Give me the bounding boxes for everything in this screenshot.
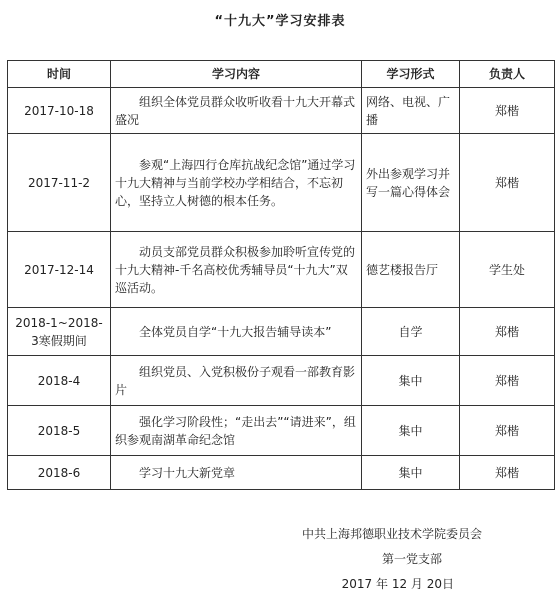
cell-form: 集中 — [362, 456, 460, 490]
cell-content: 组织党员、入党积极份子观看一部教育影片 — [111, 356, 362, 406]
table-row — [8, 134, 555, 232]
cell-person: 郑楷 — [460, 88, 555, 134]
cell-content: 动员支部党员群众积极参加聆听宣传党的十九大精神-千名高校优秀辅导员“十九大”双巡活动。 — [111, 232, 362, 308]
document-title: “十九大”学习安排表 — [214, 14, 346, 29]
cell-person: 郑楷 — [460, 406, 555, 456]
footer-organization: 中共上海邦德职业技术学院委员会 — [301, 527, 482, 541]
table-row — [8, 308, 555, 356]
study-schedule-table — [7, 60, 555, 490]
cell-content: 强化学习阶段性；“走出去”“请进来”，组织参观南湖革命纪念馆 — [111, 406, 362, 456]
cell-time: 2017-10-18 — [8, 88, 111, 134]
header-content: 学习内容 — [111, 61, 362, 88]
cell-form: 集中 — [362, 356, 460, 406]
cell-form: 自学 — [362, 308, 460, 356]
table-row — [8, 456, 555, 490]
signature-block — [262, 522, 482, 597]
cell-content: 学习十九大新党章 — [111, 456, 362, 490]
cell-time: 2018-4 — [8, 356, 111, 406]
table-row — [8, 232, 555, 308]
cell-form: 外出参观学习并 写一篇心得体会 — [362, 134, 460, 232]
cell-person: 郑楷 — [460, 356, 555, 406]
cell-content: 参观“上海四行仓库抗战纪念馆”通过学习十九大精神与当前学校办学相结合，不忘初心，坚持立人树德的根本任务。 — [111, 134, 362, 232]
header-time: 时间 — [8, 61, 111, 88]
table-row — [8, 88, 555, 134]
cell-time: 2017-11-2 — [8, 134, 111, 232]
footer-date: 2017 年 12 月 20日 — [341, 577, 454, 591]
cell-time: 2018-5 — [8, 406, 111, 456]
cell-person: 郑楷 — [460, 456, 555, 490]
cell-time: 2017-12-14 — [8, 232, 111, 308]
cell-form: 集中 — [362, 406, 460, 456]
header-person: 负责人 — [460, 61, 555, 88]
cell-content: 全体党员自学“十九大报告辅导读本” — [111, 308, 362, 356]
cell-person: 学生处 — [460, 232, 555, 308]
cell-form: 德艺楼报告厅 — [362, 232, 460, 308]
cell-form: 网络、电视、广播 — [362, 88, 460, 134]
footer-branch: 第一党支部 — [381, 552, 442, 566]
cell-content: 组织全体党员群众收听收看十九大开幕式盛况 — [111, 88, 362, 134]
table-header-row — [8, 61, 555, 88]
table-row — [8, 406, 555, 456]
table-row — [8, 356, 555, 406]
cell-person: 郑楷 — [460, 308, 555, 356]
cell-time: 2018-1~2018-3寒假期间 — [8, 308, 111, 356]
cell-time: 2018-6 — [8, 456, 111, 490]
cell-person: 郑楷 — [460, 134, 555, 232]
header-form: 学习形式 — [362, 61, 460, 88]
